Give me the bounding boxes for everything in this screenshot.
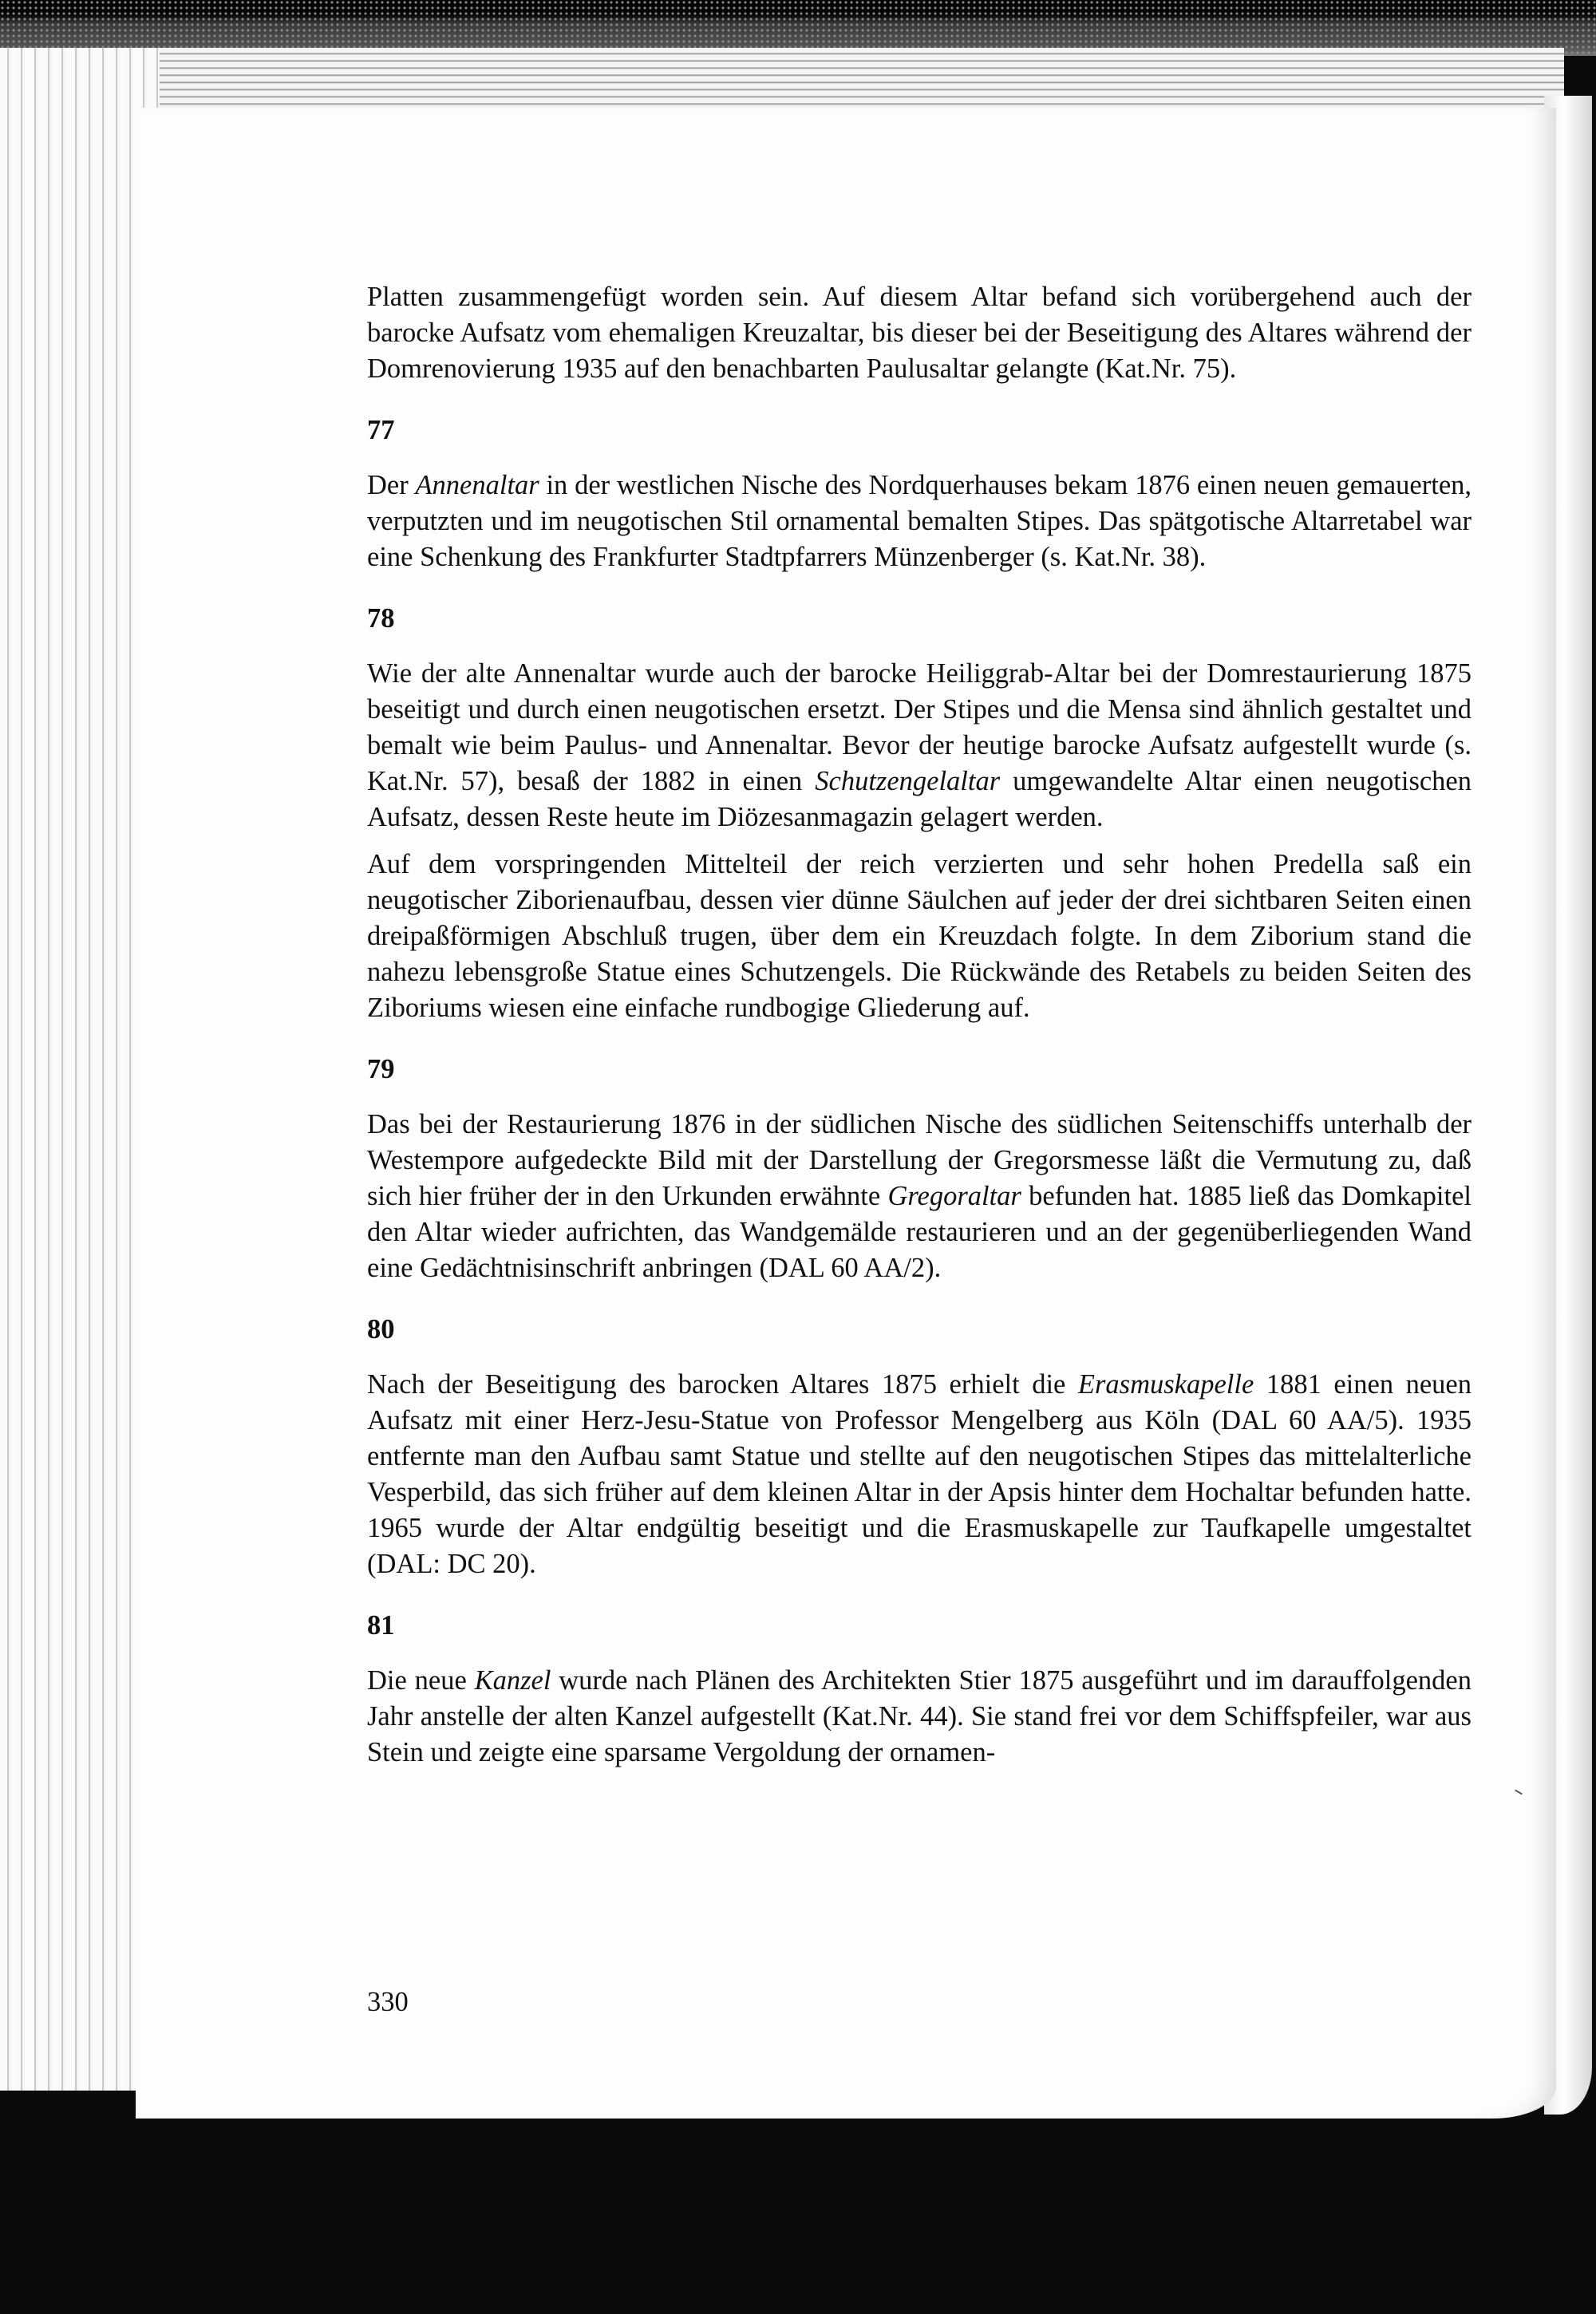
- italic-term: Annenaltar: [415, 470, 539, 500]
- text-segment: Nach der Beseitigung des barocken Altares 1875 erhielt die: [367, 1369, 1078, 1400]
- italic-term: Schutzengelaltar: [815, 766, 1001, 796]
- page-number: 330: [367, 1987, 409, 2017]
- text-segment: befunden hat. 1885 ließ das Domkapitel den Altar wieder aufrichten, das Wandgemälde restaurieren und an der gegenüberliegenden Wand eine Gedächtnisinschrift anbringen (DAL 60 AA/2).: [367, 1181, 1472, 1283]
- italic-term: Erasmuskapelle: [1077, 1369, 1254, 1400]
- background-bottom: [0, 2122, 1596, 2252]
- entry-paragraph: [367, 847, 1472, 1026]
- continuation-paragraph: Platten zusammengefügt worden sein. Auf diesem Altar befand sich vorübergehend auch der barocke Aufsatz vom ehemaligen Kreuzaltar, bis dieser bei der Beseitigung des Altares während der Domrenovierung 1935 auf den benachbarten Paulusaltar gelangte (Kat.Nr. 75).: [367, 282, 1472, 384]
- italic-term: Gregoraltar: [887, 1181, 1021, 1211]
- entry-paragraph: [367, 656, 1472, 835]
- text-segment: Auf dem vorspringenden Mittelteil der reich verzierten und sehr hohen Predella saß ein neugotischer Ziborienaufbau, dessen vier dünne Säulchen auf jeder der drei sichtbaren Seiten einen dreipaßförmigen Abschluß trugen, über dem ein Kreuzdach folgte. In dem Ziborium stand die nahezu lebensgroße Statue eines Schutzengels. Die Rückwände des Retabels zu beiden Seiten des Ziboriums wiesen eine einfache rundbogige Gliederung auf.: [367, 849, 1472, 1023]
- text-segment: in der westlichen Nische des Nordquerhauses bekam 1876 einen neuen gemauerten, verputzten und im neugotischen Stil ornamental bemalten Stipes. Das spätgotische Altarretabel war eine Schenkung des Frankfurter Stadtpfarrers Münzenberger (s. Kat.Nr. 38).: [367, 470, 1472, 572]
- text-segment: Die neue: [367, 1665, 475, 1696]
- entry-number: 77: [367, 415, 395, 445]
- text-segment: wurde nach Plänen des Architekten Stier 1875 ausgeführt und im darauffolgenden Jahr anstelle der alten Kanzel aufgestellt (Kat.Nr. 44). Sie stand frei vor dem Schiffspfeiler, war aus Stein und zeigte eine sparsame Vergoldung der ornamen-: [367, 1665, 1472, 1767]
- text-segment: umgewandelte Altar einen neugotischen Aufsatz, dessen Reste heute im Diözesanmagazin gelagert werden.: [367, 766, 1472, 832]
- text-segment: 1881 einen neuen Aufsatz mit einer Herz-Jesu-Statue von Professor Mengelberg aus Köln (DAL 60 AA/5). 1935 entfernte man den Aufbau samt Statue und stellte auf den neugotischen Stipes das mittelalterliche Vesperbild, das sich früher auf dem kleinen Altar in der Apsis hinter dem Hochaltar befunden hatte. 1965 wurde der Altar endgültig beseitigt und die Erasmuskapelle zur Taufkapelle umgestaltet (DAL: DC 20).: [367, 1369, 1472, 1579]
- text-column: [367, 279, 1472, 1771]
- entry-number: 78: [367, 603, 395, 634]
- catalog-entries: [367, 413, 1472, 1771]
- entry-number: 79: [367, 1054, 395, 1084]
- entry-number: 80: [367, 1314, 395, 1345]
- italic-term: Kanzel: [474, 1665, 551, 1696]
- text-segment: Der: [367, 470, 416, 500]
- text-segment: Das bei der Restaurierung 1876 in der südlichen Nische des südlichen Seitenschiffs unterhalb der Westempore aufgedeckte Bild mit der Darstellung der Gregorsmesse läßt die Vermutung zu, daß sich hier früher der in den Urkunden erwähnte: [367, 1109, 1472, 1211]
- page-stack-top-edges: [0, 48, 1564, 112]
- entry-paragraph: [367, 1107, 1472, 1286]
- entry-paragraph: [367, 1367, 1472, 1582]
- text-segment: Wie der alte Annenaltar wurde auch der barocke Heiliggrab-Altar bei der Domrestaurierung 1875 beseitigt und durch einen neugotischen ersetzt. Der Stipes und die Mensa sind ähnlich gestaltet und bemalt wie beim Paulus- und Annenaltar. Bevor der heutige barocke Aufsatz aufgestellt wurde (s. Kat.Nr. 57), besaß der 1882 in einen: [367, 658, 1472, 796]
- entry-paragraph: [367, 468, 1472, 575]
- entry-paragraph: [367, 1663, 1472, 1771]
- entry-number: 81: [367, 1610, 395, 1641]
